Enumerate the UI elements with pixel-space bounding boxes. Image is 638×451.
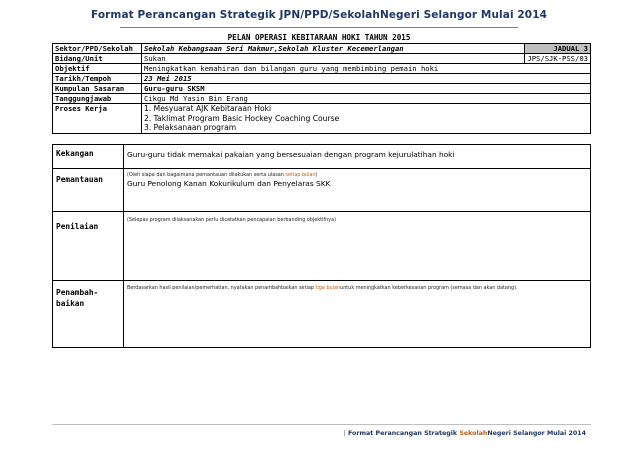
footer-bar: | <box>343 430 346 437</box>
pemantauan-cell <box>124 169 591 212</box>
kumpulan-label: Kumpulan Sasaran <box>53 84 142 94</box>
objektif-label: Objektif <box>53 64 142 74</box>
row-penambahbaikan <box>53 281 591 348</box>
penilaian-note: (Selepas program dilaksanakan perlu dicatatkan pencapaian berbanding objektifnya) <box>127 217 336 223</box>
footer-divider <box>52 424 591 425</box>
kekangan-text: Guru-guru tidak memakai pakaian yang bersesuaian dengan program kejurulatihan hoki <box>127 150 455 159</box>
bidang-value: Sukan <box>142 54 525 64</box>
penambahbaikan-label-line2: baikan <box>56 299 85 308</box>
row-objektif <box>53 64 591 74</box>
penambahbaikan-note-text: Berdasarkan hasil penilaian/pemerhatian, nyatakan penambahbaikan setiap <box>127 285 316 291</box>
pemantauan-note <box>127 170 587 179</box>
kekangan-label: Kekangan <box>53 145 124 169</box>
jadual-badge: JADUAL 3 <box>525 44 591 54</box>
sektor-value: Sekolah Kebangsaan Seri Makmur,Sekolah Kluster Kecemerlangan <box>142 44 525 54</box>
pemantauan-note-text: (Oleh siapa dan bagaimana pemantauan dilakukan serta ulasan <box>127 172 286 178</box>
objektif-value: Meningkatkan kemahiran dan bilangan guru yang membimbing pemain hoki <box>142 64 591 74</box>
kekangan-cell <box>124 145 591 169</box>
footer-text-end: Negeri Selangor Mulai 2014 <box>487 430 586 437</box>
pemantauan-note-accent: setiap bulan <box>285 172 316 178</box>
penambahbaikan-cell <box>124 281 591 348</box>
row-sektor <box>53 44 591 54</box>
pemantauan-label: Pemantauan <box>53 169 124 212</box>
page-footer <box>344 430 586 437</box>
row-kekangan <box>53 145 591 169</box>
document-title: PELAN OPERASI KEBITARAAN HOKI TAHUN 2015 <box>227 33 411 42</box>
pemantauan-text: Guru Penolong Kanan Kokurikulum dan Penyelaras SKK <box>127 179 331 188</box>
penambahbaikan-note-accent: tiga bulan <box>315 285 341 291</box>
footer-accent: Sekolah <box>459 430 488 437</box>
row-pemantauan <box>53 169 591 212</box>
penambahbaikan-label <box>53 281 124 348</box>
tarikh-label: Tarikh/Tempoh <box>53 74 142 84</box>
pemantauan-note-end: ) <box>315 172 318 178</box>
sektor-label: Sektor/PPD/Sekolah <box>53 44 142 54</box>
kod-value: JPS/SJK-PSS/03 <box>525 54 591 64</box>
row-tarikh <box>53 74 591 84</box>
proses-list <box>142 104 591 134</box>
proses-item: 1. Mesyuarat AJK Kebitaraan Hoki <box>144 104 272 113</box>
row-penilaian <box>53 212 591 281</box>
row-proses <box>53 104 591 134</box>
info-table <box>52 43 591 134</box>
penilaian-cell <box>124 212 591 281</box>
bidang-label: Bidang/Unit <box>53 54 142 64</box>
header-divider <box>120 27 518 28</box>
proses-item: 3. Pelaksanaan program <box>144 123 237 132</box>
penambahbaikan-note-end: untuk meningkatkan keberkesanan program (semasa dan akan datang). <box>340 285 518 291</box>
tarikh-value: 23 Mei 2015 <box>142 74 591 84</box>
tanggungjawab-label: Tanggungjawab <box>53 94 142 104</box>
penambahbaikan-label-line1: Penambah- <box>56 288 99 297</box>
proses-item: 2. Taklimat Program Basic Hockey Coaching Course <box>144 113 340 123</box>
proses-label: Proses Kerja <box>53 104 142 134</box>
kumpulan-value: Guru-guru SKSM <box>142 84 591 94</box>
page-header-title: Format Perancangan Strategik JPN/PPD/SekolahNegeri Selangor Mulai 2014 <box>90 9 548 21</box>
row-kumpulan <box>53 84 591 94</box>
tanggungjawab-value: Cikgu Md Yasin Bin Erang <box>142 94 591 104</box>
penambahbaikan-note <box>127 283 587 292</box>
evaluation-table <box>52 144 591 348</box>
row-tanggungjawab <box>53 94 591 104</box>
row-bidang <box>53 54 591 64</box>
penilaian-label: Penilaian <box>53 212 124 281</box>
footer-text: Format Perancangan Strategik <box>347 430 460 437</box>
